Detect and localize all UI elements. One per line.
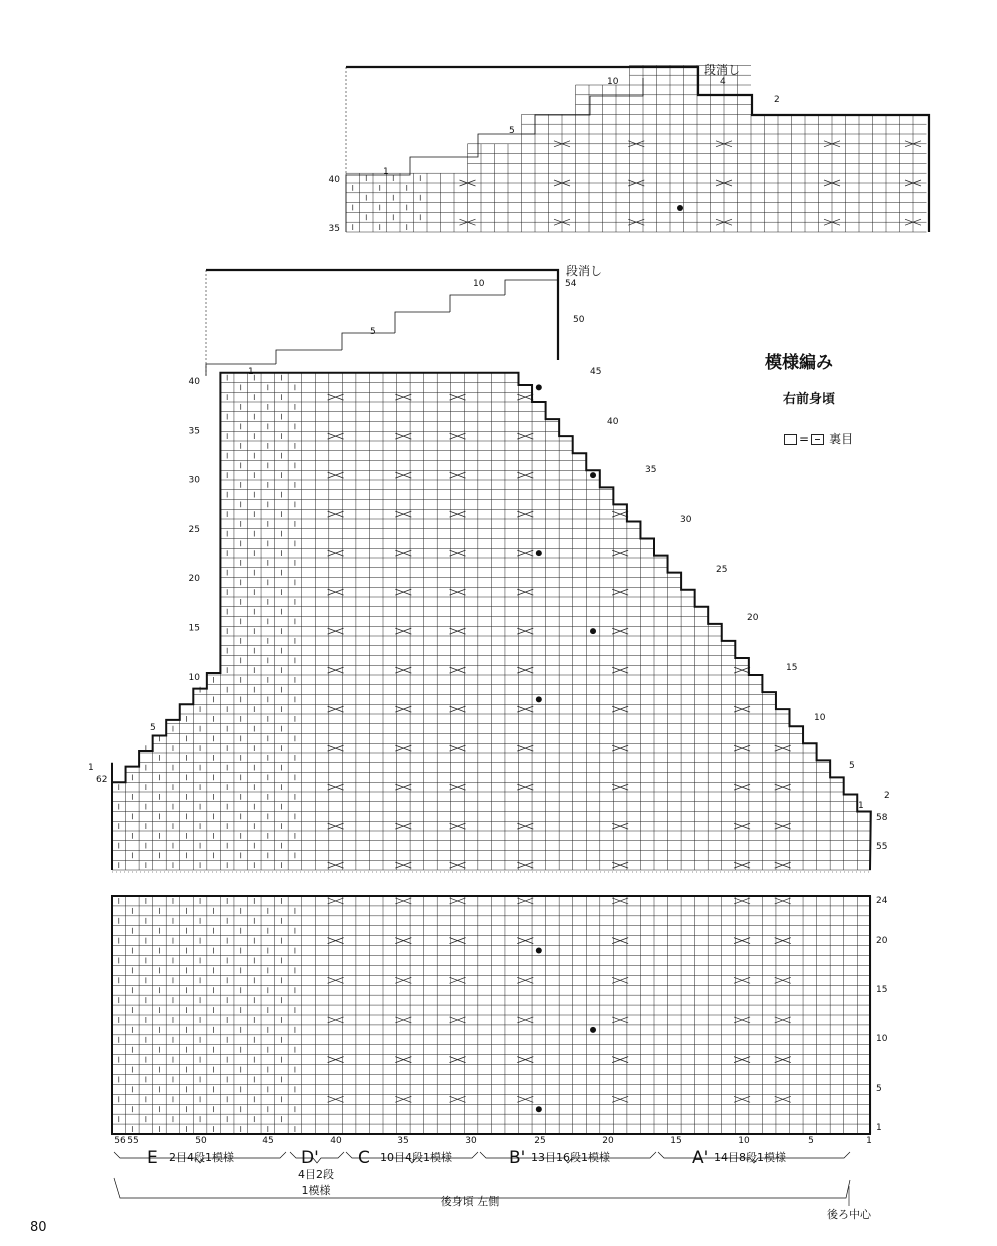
back-body-label: 後身頃 左側 xyxy=(440,1195,500,1208)
short-row-label: 5 xyxy=(370,327,376,337)
right-step-label: 40 xyxy=(607,417,619,427)
column-number-label: 30 xyxy=(465,1136,477,1146)
column-number-label: 15 xyxy=(670,1136,682,1146)
column-number-label: 55 xyxy=(127,1136,139,1146)
column-number-label: 50 xyxy=(195,1136,207,1146)
short-row-label: 10 xyxy=(473,279,485,289)
left-row-label: 10 xyxy=(188,672,200,683)
lower-right-row-label: 15 xyxy=(876,985,888,995)
top-short-label: 10 xyxy=(607,77,619,87)
right-step-label: 15 xyxy=(786,663,798,673)
left-short-label-5: 5 xyxy=(150,723,156,733)
short-row-step xyxy=(342,333,395,350)
bobble-dot xyxy=(590,472,596,478)
purl-square-icon xyxy=(811,434,824,445)
bobble-dot xyxy=(677,205,683,211)
bind-off-label: 段消し xyxy=(566,264,603,278)
lower-right-row-label: 24 xyxy=(876,896,888,906)
top-bind-off-label: 段消し xyxy=(704,63,741,77)
section-description: 13目16段1模様 xyxy=(531,1151,610,1164)
left-row-62: 62 xyxy=(96,775,108,785)
bobble-dot xyxy=(536,384,542,390)
column-number-label: 35 xyxy=(397,1136,409,1146)
short-row-step xyxy=(395,312,450,333)
section-letter: D' xyxy=(301,1148,319,1168)
right-step-label: 20 xyxy=(747,613,759,623)
right-step-label: 1 xyxy=(858,801,864,811)
chart-title: 模様編み xyxy=(765,353,833,373)
column-number-label: 1 xyxy=(866,1136,872,1146)
lower-right-row-label: 1 xyxy=(876,1123,882,1133)
top-side-mark: 2 xyxy=(774,95,780,105)
top-side-mark: 4 xyxy=(720,77,726,87)
plain-square-icon xyxy=(784,434,797,445)
section-letter: E xyxy=(147,1148,158,1168)
top-short-label: 1 xyxy=(383,167,389,177)
top-row-label: 40 xyxy=(328,175,340,185)
right-step-label: 45 xyxy=(590,367,602,377)
section-letter: B' xyxy=(509,1148,526,1168)
legend-eq: = xyxy=(799,432,810,446)
bobble-dot xyxy=(536,948,542,954)
section-letter: C xyxy=(358,1148,370,1168)
short-row-label: 1 xyxy=(248,367,254,377)
right-step-label: 25 xyxy=(716,565,728,575)
short-row-step xyxy=(276,350,342,364)
right-step-label: 10 xyxy=(814,713,826,723)
right-row-label-55: 55 xyxy=(876,842,888,852)
section-letter: A' xyxy=(692,1148,709,1168)
center-back-label: 後ろ中心 xyxy=(827,1208,871,1221)
short-row-step xyxy=(206,364,276,376)
column-number-label: 56 xyxy=(114,1136,126,1146)
left-row-label: 20 xyxy=(188,574,200,585)
d-section-desc-line1: 4目2段 xyxy=(298,1168,334,1181)
column-number-label: 45 xyxy=(262,1136,274,1146)
column-number-label: 25 xyxy=(534,1136,546,1146)
section-description: 14目8段1模様 xyxy=(714,1151,786,1164)
short-row-step xyxy=(505,280,558,295)
bobble-dot xyxy=(536,696,542,702)
chart-subtitle: 右前身頃 xyxy=(783,392,836,407)
bobble-dot xyxy=(590,628,596,634)
right-arrow-label: 2 xyxy=(884,791,890,801)
bobble-dot xyxy=(536,1106,542,1112)
left-row-label: 25 xyxy=(188,524,200,535)
right-step-label: 30 xyxy=(680,515,692,525)
top-chart-outline xyxy=(346,67,929,232)
row-number-54: 54 xyxy=(565,279,577,289)
lower-right-row-label: 10 xyxy=(876,1034,888,1044)
left-row-label: 30 xyxy=(188,475,200,486)
column-number-label: 40 xyxy=(330,1136,342,1146)
section-description: 10目4段1模様 xyxy=(380,1151,452,1164)
d-section-desc-line2: 1模様 xyxy=(301,1184,331,1197)
bobble-dot xyxy=(536,550,542,556)
left-row-label: 40 xyxy=(188,377,200,387)
top-row-label: 35 xyxy=(328,224,340,234)
bobble-dot xyxy=(590,1027,596,1033)
right-step-label: 50 xyxy=(573,315,585,325)
right-row-label-58: 58 xyxy=(876,813,888,823)
legend-label: 裏目 xyxy=(829,432,854,446)
top-short-label: 5 xyxy=(509,126,515,136)
left-row-label: 15 xyxy=(188,623,200,634)
column-number-label: 10 xyxy=(738,1136,750,1146)
right-step-label: 35 xyxy=(645,465,657,475)
page-number: 80 xyxy=(30,1220,47,1235)
legend xyxy=(784,430,853,447)
left-short-label-1: 1 xyxy=(88,763,94,773)
left-row-label: 35 xyxy=(188,426,200,437)
right-step-label: 5 xyxy=(849,761,855,771)
lower-right-row-label: 20 xyxy=(876,936,888,946)
section-description: 2目4段1模様 xyxy=(169,1151,234,1164)
column-number-label: 5 xyxy=(808,1136,814,1146)
short-row-step xyxy=(450,295,505,312)
lower-right-row-label: 5 xyxy=(876,1084,882,1094)
column-number-label: 20 xyxy=(602,1136,614,1146)
